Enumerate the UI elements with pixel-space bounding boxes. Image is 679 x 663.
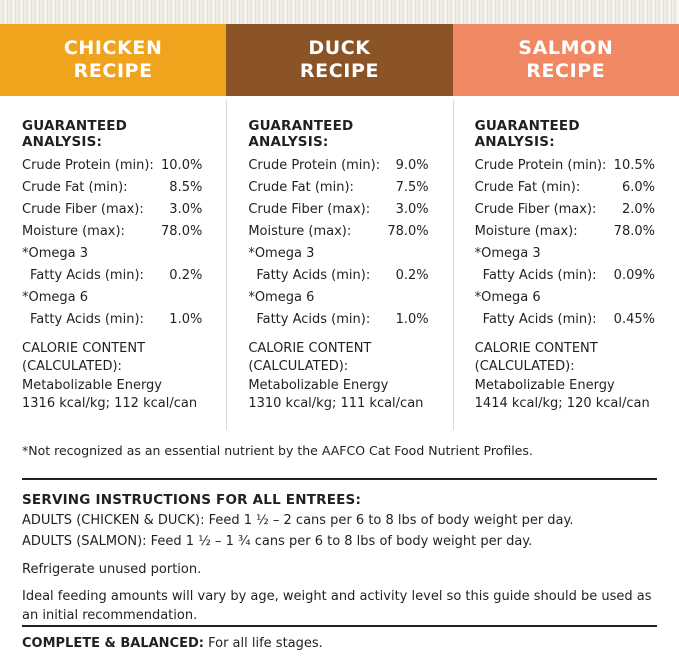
nutrient-label: Crude Fat (min):: [474, 180, 581, 195]
calorie-content-chicken: [22, 340, 208, 412]
nutrient-row: [248, 203, 434, 216]
nutrient-label: Crude Fat (min):: [248, 180, 354, 195]
recipe-header-duck-line2: RECIPE: [299, 60, 380, 82]
nutrient-label: Crude Fiber (max):: [474, 202, 597, 217]
nutrient-row: [475, 159, 661, 172]
recipe-header-bands: [0, 24, 679, 96]
nutrient-row: [475, 203, 661, 216]
guaranteed-analysis-title-chicken: GUARANTEED ANALYSIS:: [22, 118, 128, 150]
serving-line-chicken-duck: ADULTS (CHICKEN & DUCK): Feed 1 ½ – 2 cans per 6 to 8 lbs of body weight per day.: [22, 513, 574, 528]
nutrient-value: 8.5%: [169, 180, 203, 195]
omega6-block: [475, 291, 661, 326]
nutrient-label: Moisture (max):: [474, 224, 578, 239]
nutrient-value: 2.0%: [621, 202, 655, 217]
serving-instructions-title: SERVING INSTRUCTIONS FOR ALL ENTREES:: [22, 492, 362, 508]
recipe-header-salmon-line2: RECIPE: [526, 60, 606, 82]
omega3-title: *Omega 3: [474, 246, 541, 261]
recipe-header-chicken-line1: CHICKEN: [63, 36, 163, 59]
omega3-label: Fatty Acids (min):: [30, 268, 144, 283]
analysis-columns: [0, 96, 679, 413]
nutrient-label: Moisture (max):: [22, 224, 125, 239]
omega6-value: 1.0%: [395, 312, 429, 327]
nutrient-label: Crude Protein (min):: [474, 158, 607, 173]
nutrient-row: [22, 181, 208, 194]
recipe-header-chicken: [0, 24, 226, 96]
nutrient-label: Crude Fiber (max):: [248, 202, 371, 217]
recipe-header-duck-line1: DUCK: [308, 36, 371, 59]
omega3-value: 0.2%: [395, 268, 429, 283]
recipe-header-chicken-line2: RECIPE: [73, 60, 153, 82]
calorie-energy-value: 1316 kcal/kg; 112 kcal/can: [22, 395, 198, 411]
nutrient-row: [22, 159, 208, 172]
omega6-label: Fatty Acids (min):: [256, 312, 371, 327]
analysis-column-duck: [226, 96, 452, 413]
nutrient-value: 10.0%: [161, 158, 203, 173]
calorie-energy-value: 1414 kcal/kg; 120 kcal/can: [474, 395, 650, 411]
calorie-title-line2: (CALCULATED):: [474, 359, 575, 375]
divider-rule-bottom: [22, 625, 657, 627]
aafco-footnote: *Not recognized as an essential nutrient by the AAFCO Cat Food Nutrient Profiles.: [22, 443, 533, 458]
recipe-header-salmon: [453, 24, 679, 96]
nutrient-label: Crude Protein (min):: [22, 158, 154, 173]
nutrient-row: [22, 225, 208, 238]
calorie-content-salmon: [475, 340, 661, 412]
nutrient-label: Crude Fiber (max):: [22, 202, 144, 217]
recipe-header-salmon-line1: SALMON: [518, 36, 614, 59]
omega3-value: 0.09%: [613, 268, 655, 283]
guaranteed-analysis-title-duck: GUARANTEED ANALYSIS:: [248, 118, 354, 150]
calorie-title-line1: CALORIE CONTENT: [474, 341, 598, 356]
omega3-label: Fatty Acids (min):: [482, 268, 597, 283]
calorie-energy-label: Metabolizable Energy: [248, 377, 389, 393]
omega3-value: 0.2%: [169, 268, 203, 283]
omega3-block: [22, 247, 208, 282]
omega6-block: [22, 291, 208, 326]
calorie-energy-value: 1310 kcal/kg; 111 kcal/can: [248, 395, 424, 411]
nutrient-value: 3.0%: [395, 202, 429, 217]
serving-instructions-section: [22, 492, 662, 629]
nutrient-value: 3.0%: [169, 202, 203, 217]
complete-and-balanced-text: For all life stages.: [203, 636, 323, 651]
omega3-label: Fatty Acids (min):: [256, 268, 371, 283]
omega3-block: [248, 247, 434, 282]
nutrient-value: 78.0%: [161, 224, 203, 239]
nutrient-row: [248, 181, 434, 194]
serving-line-refrigerate: Refrigerate unused portion.: [22, 561, 202, 577]
calorie-energy-label: Metabolizable Energy: [474, 377, 615, 393]
nutrient-value: 78.0%: [613, 224, 655, 239]
calorie-title-line1: CALORIE CONTENT: [22, 341, 146, 356]
nutrient-value: 10.5%: [613, 158, 655, 173]
divider-rule-top: [22, 478, 657, 480]
complete-and-balanced-line: [22, 636, 662, 651]
omega6-label: Fatty Acids (min):: [30, 312, 144, 327]
nutrient-label: Crude Protein (min):: [248, 158, 381, 173]
omega6-value: 0.45%: [613, 312, 655, 327]
nutrient-value: 7.5%: [395, 180, 429, 195]
serving-line-salmon: ADULTS (SALMON): Feed 1 ½ – 1 ¾ cans per 6 to 8 lbs of body weight per day.: [22, 534, 533, 550]
omega6-title: *Omega 6: [474, 290, 541, 305]
omega3-title: *Omega 3: [22, 246, 89, 261]
omega3-title: *Omega 3: [248, 246, 315, 261]
omega6-title: *Omega 6: [22, 290, 89, 305]
complete-and-balanced-label: COMPLETE & BALANCED:: [22, 636, 204, 651]
top-texture-strip: [0, 0, 679, 24]
nutrient-row: [248, 159, 434, 172]
analysis-column-salmon: [453, 96, 679, 413]
calorie-energy-label: Metabolizable Energy: [22, 377, 163, 393]
nutrient-row: [22, 203, 208, 216]
guaranteed-analysis-title-salmon: GUARANTEED ANALYSIS:: [474, 118, 580, 150]
analysis-column-chicken: [0, 96, 226, 413]
omega6-label: Fatty Acids (min):: [482, 312, 597, 327]
nutrient-value: 78.0%: [387, 224, 429, 239]
nutrient-row: [475, 225, 661, 238]
recipe-header-duck: [226, 24, 452, 96]
nutrient-value: 9.0%: [395, 158, 429, 173]
nutrient-label: Crude Fat (min):: [22, 180, 128, 195]
nutrient-value: 6.0%: [621, 180, 655, 195]
serving-line-guidance: Ideal feeding amounts will vary by age, weight and activity level so this guide should be used as an initial recommendation.: [22, 589, 652, 624]
nutrient-row: [475, 181, 661, 194]
calorie-title-line2: (CALCULATED):: [22, 359, 122, 375]
omega6-block: [248, 291, 434, 326]
nutrient-label: Moisture (max):: [248, 224, 352, 239]
calorie-title-line2: (CALCULATED):: [248, 359, 349, 375]
omega3-block: [475, 247, 661, 282]
nutrient-row: [248, 225, 434, 238]
omega6-title: *Omega 6: [248, 290, 315, 305]
omega6-value: 1.0%: [169, 312, 203, 327]
calorie-content-duck: [248, 340, 434, 412]
calorie-title-line1: CALORIE CONTENT: [248, 341, 372, 356]
